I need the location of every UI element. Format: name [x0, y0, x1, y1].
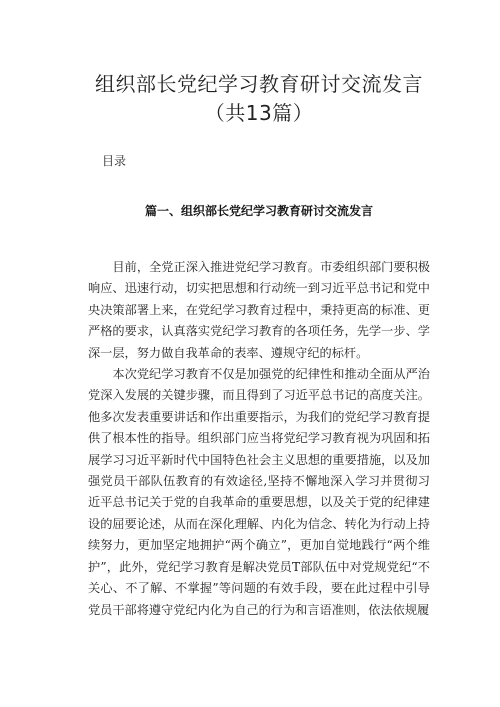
paragraph-1: 目前，全党正深入推进党纪学习教育。市委组织部门要积极响应、迅速行动，切实把思想和行动统一到习近平总书记和党中央决策部署上来，在党纪学习教育过程中，秉持更高的标准、更严格的要求，认真落实党纪学习教育的各项任务，先学一步、学深一层，努力做自我革命的表率、遵规守纪的标杆。 — [88, 260, 430, 360]
section-heading: 篇一、组织部长党纪学习教育研讨交流发言 — [144, 204, 373, 218]
document-title: 组织部长党纪学习教育研讨交流发言（共13篇） — [95, 72, 423, 125]
body-text — [88, 257, 430, 621]
paragraph-2: 本次党纪学习教育不仅是加强党的纪律性和推动全面从严治党深入发展的关键步骤，而且得到了习近平总书记的高度关注。他多次发表重要讲话和作出重要指示，为我们的党纪学习教育提供了根本性的指导。组织部门应当将党纪学习教育视为巩固和拓展学习习近平新时代中国特色社会主义思想的重要措施，以及加强党员干部队伍教育的有效途径,坚持不懈地深入学习并贯彻习近平总书记关于党的自我革命的重要思想，以及关于党的纪律建设的屈要论述，从而在深化理解、内化为信念、转化为行动上持续努力，更加坚定地拥护“两个确立”，更加自觉地践行“两个维护”，此外，党纪学习教育是解决党员T部队伍中对党规党纪“不关心、不了解、不掌握”等问题的有效手段，要在此过程中引导党员干部将遵守党纪内化为自己的行为和言语准则，依法依规履 — [88, 367, 430, 617]
toc-label: 目录 — [102, 154, 127, 168]
